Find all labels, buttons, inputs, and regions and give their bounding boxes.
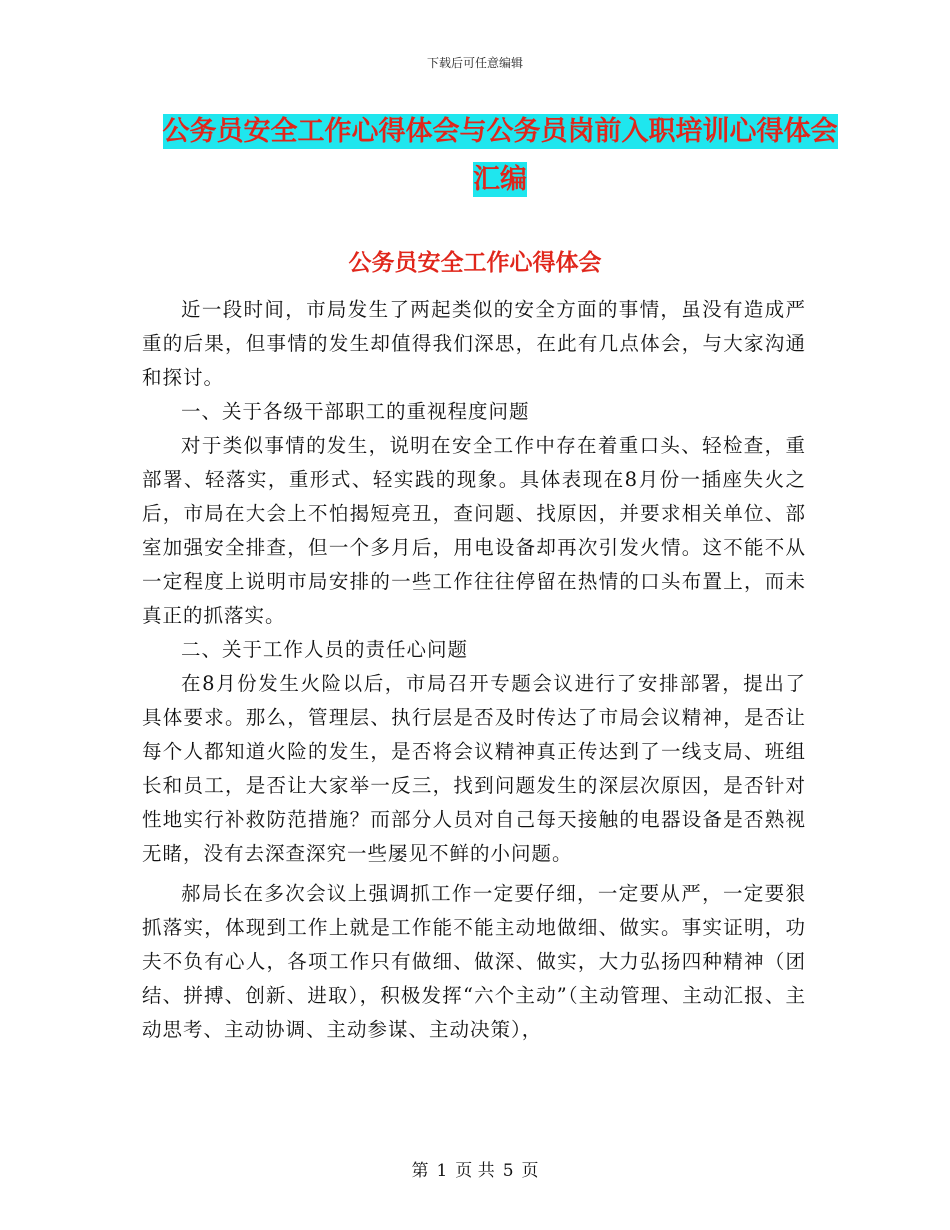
document-title xyxy=(150,108,850,204)
paragraph-point-2: 在8月份发生火险以后，市局召开专题会议进行了安排部署，提出了具体要求。那么，管理层、执行层是否及时传达了市局会议精神，是否让每个人都知道火险的发生，是否将会议精神真正传达到了一线支局、班组长和员工，是否让大家举一反三，找到问题发生的深层次原因，是否针对性地实行补救防范措施？而部分人员对自己每天接触的电器设备是否熟视无睹，没有去深查深究一些屡见不鲜的小问题。 xyxy=(142,672,806,865)
section-title: 公务员安全工作心得体会 xyxy=(348,250,602,276)
heading-point-1: 一、关于各级干部职工的重视程度问题 xyxy=(181,400,530,423)
paragraph-intro: 近一段时间，市局发生了两起类似的安全方面的事情，虽没有造成严重的后果，但事情的发生却值得我们深思，在此有几点体会，与大家沟通和探讨。 xyxy=(142,298,806,389)
page-footer xyxy=(0,1156,950,1181)
heading-point-2: 二、关于工作人员的责任心问题 xyxy=(181,638,469,661)
page-label-mid: 页 共 xyxy=(455,1161,495,1181)
page-label-suffix: 页 xyxy=(521,1161,539,1181)
page-label-prefix: 第 xyxy=(411,1161,429,1181)
header-note: 下载后可任意编辑 xyxy=(426,56,523,70)
document-body xyxy=(142,293,806,1047)
total-pages-number: 5 xyxy=(502,1161,514,1181)
document-title-text: 公务员安全工作心得体会与公务员岗前入职培训心得体会汇编 xyxy=(162,116,838,195)
current-page-number: 1 xyxy=(436,1161,448,1181)
paragraph-leadership: 郝局长在多次会议上强调抓工作一定要仔细，一定要从严，一定要狠抓落实，体现到工作上就是工作能不能主动地做细、做实。事实证明，功夫不负有心人，各项工作只有做细、做深、做实，大力弘扬四种精神（团结、拼搏、创新、进取），积极发挥“六个主动”（主动管理、主动汇报、主动思考、主动协调、主动参谋、主动决策）， xyxy=(142,882,806,1041)
paragraph-point-1: 对于类似事情的发生，说明在安全工作中存在着重口头、轻检查，重部署、轻落实，重形式、轻实践的现象。具体表现在8月份一插座失火之后，市局在大会上不怕揭短亮丑，查问题、找原因，并要求相关单位、部室加强安全排查，但一个多月后，用电设备却再次引发火情。这不能不从一定程度上说明市局安排的一些工作往往停留在热情的口头布置上，而未真正的抓落实。 xyxy=(142,434,806,627)
